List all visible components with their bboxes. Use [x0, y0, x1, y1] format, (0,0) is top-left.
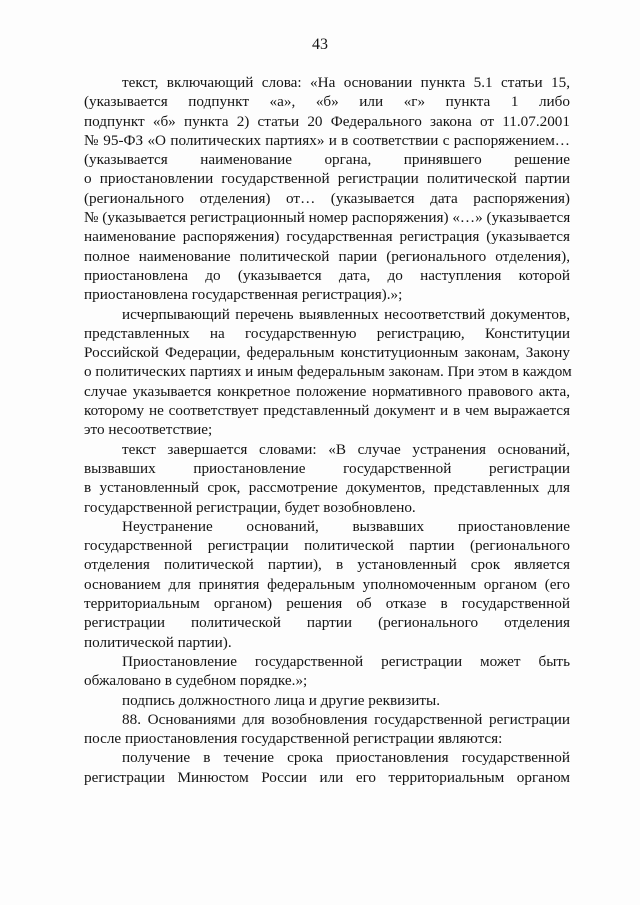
text-line: представленных на государственную регистрацию, Конституции: [84, 324, 570, 342]
text-line: государственной регистрации политической партии (регионального: [84, 537, 570, 555]
text-line: приостановлена государственная регистрация).»;: [84, 286, 403, 304]
text-line: Российской Федерации, федеральным конституционным законам, Закону: [84, 344, 570, 362]
text-line: 88. Основаниями для возобновления государственной регистрации: [122, 710, 570, 728]
text-line: это несоответствие;: [84, 421, 213, 439]
text-line: государственной регистрации, будет возобновлено.: [84, 498, 416, 516]
text-line: наименование распоряжения) государственная регистрация (указывается: [84, 228, 570, 246]
text-line: вызвавших приостановление государственной регистрации: [84, 459, 570, 477]
text-line: (указывается подпункт «а», «б» или «г» пункта 1 либо: [84, 93, 570, 111]
text-line: политической партии).: [84, 633, 232, 651]
text-line: текст завершается словами: «В случае устранения оснований,: [122, 440, 570, 458]
text-line: получение в течение срока приостановления государственной: [122, 749, 570, 767]
text-line: подпись должностного лица и другие реквизиты.: [122, 691, 441, 709]
text-line: Приостановление государственной регистрации может быть: [122, 652, 570, 670]
text-line: регистрации политической партии (регионального отделения: [84, 614, 570, 632]
text-line: № 95-ФЗ «О политических партиях» и в соответствии с распоряжением…: [84, 131, 570, 149]
text-line: случае указывается конкретное положение нормативного правового акта,: [84, 382, 570, 400]
text-line: о приостановлении государственной регистрации политической партии: [84, 170, 570, 188]
text-line: после приостановления государственной регистрации являются:: [84, 730, 503, 748]
text-line: регистрации Минюстом России или его территориальным органом: [84, 768, 570, 786]
text-line: (регионального отделения) от… (указывается дата распоряжения): [84, 189, 570, 207]
text-line: которому не соответствует представленный документ и в чем выражается: [84, 402, 570, 420]
text-line: полное наименование политической парии (регионального отделения),: [84, 247, 570, 265]
text-line: (указывается наименование органа, принявшего решение: [84, 151, 570, 169]
text-line: № (указывается регистрационный номер распоряжения) «…» (указывается: [84, 209, 571, 227]
page-number: 43: [312, 36, 328, 53]
text-line: территориальным органом) решения об отказе в государственной: [84, 595, 570, 613]
text-line: о политических партиях и иным федеральным законам. При этом в каждом: [84, 363, 572, 381]
text-line: подпункт «б» пункта 2) статьи 20 Федерального закона от 11.07.2001: [84, 112, 570, 130]
text-line: текст, включающий слова: «На основании пункта 5.1 статьи 15,: [122, 74, 570, 91]
text-line: Неустранение оснований, вызвавших приостановление: [122, 517, 570, 535]
text-line: в установленный срок, рассмотрение документов, представленных для: [84, 479, 570, 497]
text-line: приостановлена до (указывается дата, до наступления которой: [84, 266, 570, 284]
text-line: обжаловано в судебном порядке.»;: [84, 672, 308, 690]
text-line: основанием для принятия федеральным уполномоченным органом (его: [84, 575, 570, 593]
text-line: отделения политической партии), в установленный срок является: [84, 556, 570, 574]
body-text: [84, 73, 570, 787]
text-line: исчерпывающий перечень выявленных несоответствий документов,: [122, 305, 570, 323]
